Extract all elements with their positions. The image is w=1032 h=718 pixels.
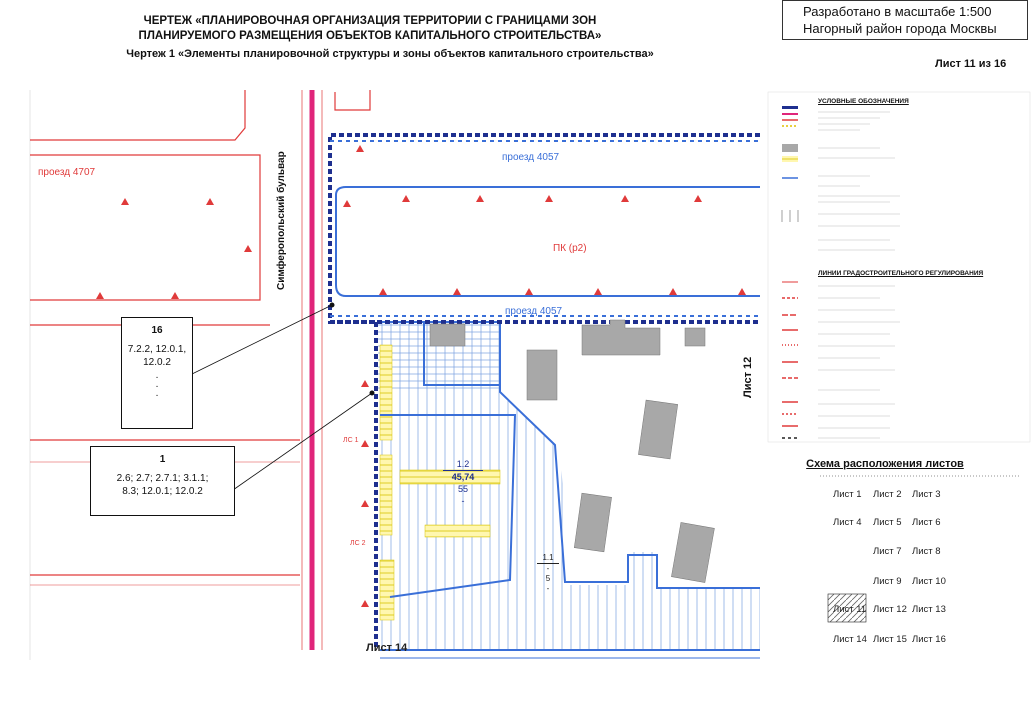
sheet-cell: Лист 2 (873, 489, 902, 500)
sheet-cell: Лист 1 (833, 489, 862, 500)
callout-1-codes: 2.6; 2.7; 2.7.1; 3.1.1; 8.3; 12.0.1; 12.0.2 (116, 473, 209, 497)
street-label-bottom: проезд 4057 (505, 306, 563, 317)
zone-12-label (443, 458, 483, 507)
sheet-cell: Лист 6 (912, 517, 941, 528)
callout-16-codes: 7.2.2, 12.0.1, 12.0.2 (127, 344, 187, 368)
sheet-cell: Лист 13 (912, 604, 946, 615)
street-label-4707: проезд 4707 (38, 167, 96, 178)
sheet-cell: Лист 14 (833, 634, 867, 645)
drawing-title-line1: ЧЕРТЕЖ «ПЛАНИРОВОЧНАЯ ОРГАНИЗАЦИЯ ТЕРРИТОРИИ С ГРАНИЦАМИ ЗОН (143, 15, 597, 27)
zone-12-code: 1.2 (443, 458, 483, 471)
sheet-cell: Лист 7 (873, 546, 902, 557)
zone-11-value1: - (546, 564, 550, 573)
bottom-sheet-label: Лист 14 (366, 642, 408, 654)
legend-title: УСЛОВНЫЕ ОБОЗНАЧЕНИЯ (818, 98, 909, 105)
scale-text: Разработано в масштабе 1:500 (803, 4, 992, 19)
callout-16-dots: . . . (155, 370, 159, 399)
legend-section2-title: ЛИНИИ ГРАДОСТРОИТЕЛЬНОГО РЕГУЛИРОВАНИЯ (818, 270, 984, 277)
callout-1-number: 1 (159, 454, 166, 465)
zone-hatched (378, 322, 760, 650)
sheet-scheme-title: Схема расположения листов (806, 458, 964, 470)
zone-11-value3: - (546, 584, 550, 593)
sheet-cell: Лист 10 (912, 576, 946, 587)
sheet-cell: Лист 5 (873, 517, 902, 528)
zone-11-label (537, 553, 559, 594)
zone-11-value2: 5 (545, 574, 551, 583)
small-label-2: ЛС 2 (350, 540, 366, 547)
sheet-number: Лист 11 из 16 (935, 58, 1007, 70)
sheet-cell: Лист 9 (873, 576, 902, 587)
callout-zone-1 (90, 446, 235, 516)
small-label-1: ЛС 1 (343, 437, 359, 444)
sheet-cell: Лист 11 (833, 604, 867, 615)
drawing-subtitle: Чертеж 1 «Элементы планировочной структуры и зоны объектов капитального строительства» (126, 48, 654, 60)
sheet-cell: Лист 4 (833, 517, 862, 528)
sheet-cell: Лист 15 (873, 634, 907, 645)
sheet-cell: Лист 8 (912, 546, 941, 557)
sheet-cell: Лист 3 (912, 489, 941, 500)
sheet-cell: Лист 12 (873, 604, 907, 615)
drawing-title-line2: ПЛАНИРУЕМОГО РАЗМЕЩЕНИЯ ОБЪЕКТОВ КАПИТАЛЬНОГО СТРОИТЕЛЬСТВА» (138, 30, 602, 42)
street-label-top: проезд 4057 (502, 152, 560, 163)
legend-box (768, 92, 1030, 442)
callout-zone-16 (121, 317, 193, 429)
boulevard-label: Симферопольский бульвар (276, 151, 287, 290)
district-text: Нагорный район города Москвы (803, 21, 997, 36)
zone-pk-label: ПК (р2) (553, 243, 587, 254)
zone-12-value1: 45,74 (451, 472, 475, 482)
zone-12-value3: - (461, 496, 465, 506)
zone-11-code: 1.1 (537, 553, 559, 564)
sheet-cell: Лист 16 (912, 634, 946, 645)
zone-12-value2: 55 (457, 484, 468, 494)
side-sheet-label: Лист 12 (742, 356, 754, 398)
callout-16-number: 16 (151, 325, 163, 336)
